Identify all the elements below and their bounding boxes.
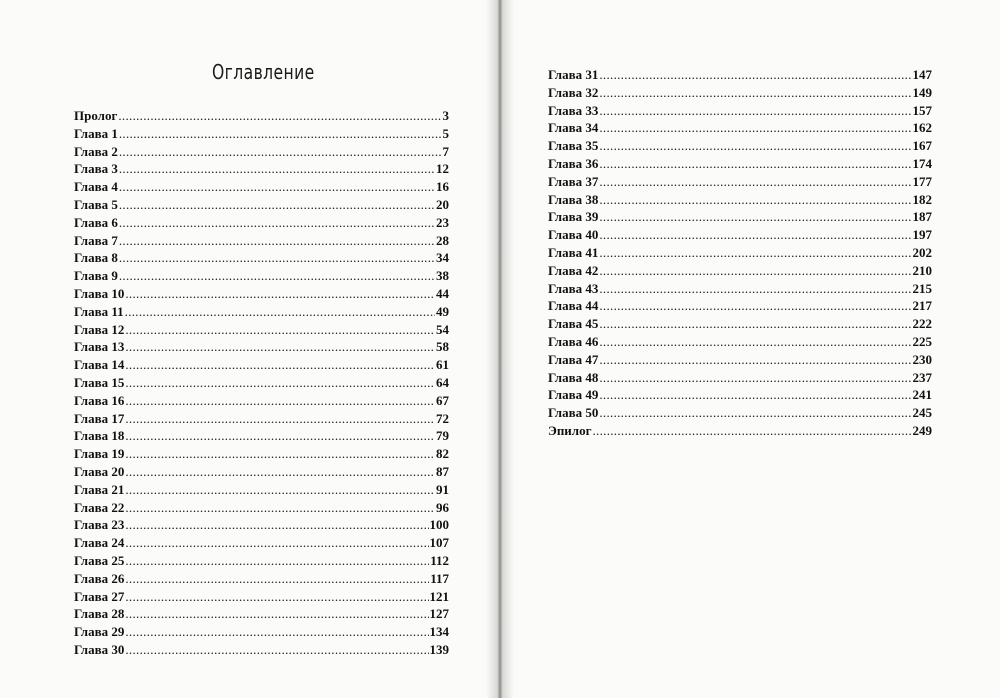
toc-leader-dots [599, 244, 911, 262]
toc-leader-dots [599, 119, 911, 137]
toc-entry-page: 16 [436, 179, 449, 195]
toc-entry-label: Глава 11 [74, 303, 124, 319]
book-gutter [486, 0, 514, 698]
toc-entry-page: 79 [436, 428, 449, 444]
toc-entry [548, 404, 932, 422]
toc-leader-dots [125, 445, 435, 463]
toc-leader-dots [125, 410, 435, 428]
toc-entry-label: Глава 22 [74, 499, 125, 515]
toc-entry [74, 143, 449, 161]
toc-entry-page: 162 [912, 120, 932, 136]
toc-list-right [548, 66, 932, 440]
toc-entry-label: Глава 31 [548, 67, 599, 82]
toc-entry-page: 96 [436, 499, 449, 515]
toc-entry-label: Пролог [74, 108, 118, 123]
toc-entry [548, 191, 932, 209]
toc-entry-page: 187 [912, 209, 932, 225]
toc-entry [548, 102, 932, 120]
toc-entry-label: Глава 15 [74, 374, 125, 390]
toc-entry-page: 38 [436, 268, 449, 284]
toc-leader-dots [125, 463, 435, 481]
toc-leader-dots [125, 552, 429, 570]
toc-entry-label: Глава 14 [74, 357, 125, 373]
toc-leader-dots [599, 173, 911, 191]
toc-entry [74, 160, 449, 178]
toc-entry-page: 182 [912, 191, 932, 207]
toc-entry [74, 338, 449, 356]
toc-leader-dots [119, 249, 435, 267]
toc-entry-label: Глава 19 [74, 446, 125, 462]
toc-entry-page: 23 [436, 214, 449, 230]
toc-entry-page: 72 [436, 410, 449, 426]
toc-entry-label: Глава 38 [548, 191, 599, 207]
toc-entry-page: 91 [436, 481, 449, 497]
toc-entry-page: 215 [912, 280, 932, 296]
toc-entry [548, 351, 932, 369]
toc-entry-label: Глава 29 [74, 624, 125, 640]
toc-entry-page: 3 [442, 108, 449, 123]
toc-entry-label: Эпилог [548, 422, 592, 438]
toc-leader-dots [599, 84, 911, 102]
toc-leader-dots [599, 208, 911, 226]
toc-entry-page: 87 [436, 463, 449, 479]
toc-entry-label: Глава 34 [548, 120, 599, 136]
toc-entry-page: 167 [912, 138, 932, 154]
toc-entry [74, 427, 449, 445]
toc-entry-label: Глава 42 [548, 262, 599, 278]
toc-entry-label: Глава 37 [548, 173, 599, 189]
toc-entry-label: Глава 25 [74, 552, 125, 568]
toc-entry-label: Глава 6 [74, 214, 118, 230]
toc-entry-page: 58 [436, 339, 449, 355]
toc-entry-label: Глава 12 [74, 321, 125, 337]
toc-entry-label: Глава 9 [74, 268, 118, 284]
toc-leader-dots [119, 125, 442, 143]
toc-entry-label: Глава 49 [548, 387, 599, 403]
right-page [504, 0, 1000, 698]
toc-entry-page: 249 [912, 422, 932, 438]
toc-entry-label: Глава 24 [74, 535, 125, 551]
toc-entry [548, 297, 932, 315]
toc-entry-label: Глава 32 [548, 84, 599, 100]
toc-entry [548, 262, 932, 280]
toc-entry-page: 112 [430, 552, 449, 568]
toc-entry [74, 534, 449, 552]
toc-entry-page: 237 [912, 369, 932, 385]
toc-entry-page: 49 [436, 303, 449, 319]
toc-entry [74, 196, 449, 214]
toc-leader-dots [125, 605, 428, 623]
toc-entry-label: Глава 39 [548, 209, 599, 225]
toc-entry-label: Глава 48 [548, 369, 599, 385]
toc-leader-dots [599, 297, 911, 315]
toc-entry-page: 107 [429, 535, 449, 551]
toc-entry-label: Глава 2 [74, 143, 118, 159]
toc-entry [74, 445, 449, 463]
toc-entry-page: 20 [436, 196, 449, 212]
toc-entry [74, 125, 449, 143]
toc-entry-page: 245 [912, 405, 932, 421]
toc-entry-label: Глава 16 [74, 392, 125, 408]
toc-entry-page: 139 [429, 641, 449, 657]
toc-leader-dots [119, 267, 435, 285]
toc-entry-label: Глава 3 [74, 161, 118, 177]
toc-entry-page: 12 [436, 161, 449, 177]
toc-entry [74, 499, 449, 517]
toc-entry [548, 137, 932, 155]
toc-leader-dots [125, 570, 429, 588]
toc-leader-dots [119, 196, 435, 214]
toc-entry [548, 386, 932, 404]
toc-entry [74, 356, 449, 374]
toc-leader-dots [125, 374, 435, 392]
toc-leader-dots [599, 226, 911, 244]
toc-entry [74, 321, 449, 339]
toc-entry-page: 149 [912, 84, 932, 100]
toc-entry-label: Глава 10 [74, 285, 125, 301]
toc-entry [74, 214, 449, 232]
toc-entry-label: Глава 28 [74, 606, 125, 622]
toc-entry-label: Глава 18 [74, 428, 125, 444]
toc-leader-dots [593, 422, 912, 440]
toc-entry-page: 230 [912, 351, 932, 367]
toc-entry-label: Глава 33 [548, 102, 599, 118]
toc-leader-dots [125, 356, 435, 374]
toc-entry-label: Глава 47 [548, 351, 599, 367]
toc-entry-label: Глава 17 [74, 410, 125, 426]
toc-entry [548, 208, 932, 226]
toc-entry [74, 623, 449, 641]
toc-leader-dots [125, 534, 428, 552]
toc-entry-label: Глава 46 [548, 333, 599, 349]
toc-entry-page: 217 [912, 298, 932, 314]
toc-list-left [74, 107, 449, 659]
toc-leader-dots [125, 641, 428, 659]
toc-entry-label: Глава 43 [548, 280, 599, 296]
toc-entry-page: 210 [912, 262, 932, 278]
toc-leader-dots [125, 499, 435, 517]
toc-leader-dots [125, 623, 428, 641]
toc-entry-page: 127 [429, 606, 449, 622]
toc-entry-label: Глава 7 [74, 232, 118, 248]
toc-leader-dots [125, 303, 435, 321]
toc-leader-dots [599, 333, 911, 351]
toc-entry-page: 117 [430, 570, 449, 586]
toc-entry [548, 333, 932, 351]
toc-leader-dots [119, 232, 435, 250]
toc-entry [74, 249, 449, 267]
toc-entry [548, 66, 932, 84]
toc-entry [548, 315, 932, 333]
toc-entry [74, 516, 449, 534]
toc-entry [74, 178, 449, 196]
toc-entry-label: Глава 36 [548, 155, 599, 171]
toc-entry [74, 267, 449, 285]
toc-entry [74, 285, 449, 303]
toc-entry-label: Глава 40 [548, 227, 599, 243]
left-page [0, 0, 496, 698]
toc-entry [548, 173, 932, 191]
toc-entry [548, 155, 932, 173]
toc-entry [74, 641, 449, 659]
toc-leader-dots [599, 386, 911, 404]
toc-entry-label: Глава 4 [74, 179, 118, 195]
toc-leader-dots [599, 315, 911, 333]
toc-entry-page: 61 [436, 357, 449, 373]
toc-leader-dots [118, 107, 441, 125]
toc-leader-dots [125, 285, 435, 303]
toc-entry-page: 134 [429, 624, 449, 640]
toc-entry-label: Глава 1 [74, 125, 118, 141]
toc-entry-label: Глава 27 [74, 588, 125, 604]
toc-leader-dots [125, 588, 428, 606]
toc-entry-label: Глава 44 [548, 298, 599, 314]
toc-entry-page: 147 [912, 67, 932, 82]
toc-entry [74, 410, 449, 428]
toc-entry-page: 34 [436, 250, 449, 266]
toc-leader-dots [125, 338, 435, 356]
toc-leader-dots [119, 143, 442, 161]
toc-entry [74, 552, 449, 570]
toc-entry [74, 463, 449, 481]
toc-entry-page: 67 [436, 392, 449, 408]
toc-leader-dots [599, 191, 911, 209]
toc-leader-dots [599, 351, 911, 369]
toc-entry-label: Глава 30 [74, 641, 125, 657]
toc-entry [548, 244, 932, 262]
toc-entry [74, 392, 449, 410]
toc-leader-dots [599, 262, 911, 280]
toc-leader-dots [119, 160, 435, 178]
toc-entry [74, 374, 449, 392]
toc-entry-page: 121 [429, 588, 449, 604]
toc-entry-label: Глава 20 [74, 463, 125, 479]
toc-leader-dots [599, 369, 911, 387]
toc-leader-dots [599, 66, 911, 84]
toc-entry-page: 5 [442, 125, 449, 141]
toc-entry-page: 82 [436, 446, 449, 462]
toc-entry-label: Глава 13 [74, 339, 125, 355]
toc-leader-dots [125, 392, 435, 410]
toc-leader-dots [599, 102, 911, 120]
toc-entry-label: Глава 35 [548, 138, 599, 154]
toc-entry-label: Глава 5 [74, 196, 118, 212]
toc-entry-page: 54 [436, 321, 449, 337]
toc-entry [548, 369, 932, 387]
toc-leader-dots [125, 427, 435, 445]
toc-leader-dots [599, 404, 911, 422]
toc-entry [74, 570, 449, 588]
toc-entry-page: 177 [912, 173, 932, 189]
toc-entry-label: Глава 21 [74, 481, 125, 497]
toc-entry-page: 225 [912, 333, 932, 349]
toc-entry-page: 157 [912, 102, 932, 118]
toc-leader-dots [599, 137, 911, 155]
toc-entry-page: 44 [436, 285, 449, 301]
toc-leader-dots [599, 155, 911, 173]
toc-entry [548, 280, 932, 298]
toc-entry [548, 84, 932, 102]
toc-entry-page: 222 [912, 316, 932, 332]
toc-entry-page: 100 [429, 517, 449, 533]
toc-entry-label: Глава 41 [548, 244, 599, 260]
toc-entry-page: 7 [442, 143, 449, 159]
toc-entry [74, 588, 449, 606]
toc-entry-label: Глава 26 [74, 570, 125, 586]
toc-leader-dots [599, 280, 911, 298]
toc-entry [74, 232, 449, 250]
toc-entry-label: Глава 23 [74, 517, 125, 533]
toc-leader-dots [125, 321, 435, 339]
toc-leader-dots [125, 516, 428, 534]
toc-entry-page: 64 [436, 374, 449, 390]
toc-entry [74, 107, 449, 125]
toc-entry-page: 197 [912, 227, 932, 243]
toc-entry-label: Глава 45 [548, 316, 599, 332]
toc-leader-dots [125, 481, 435, 499]
toc-title: Оглавление [212, 60, 315, 84]
toc-entry [74, 605, 449, 623]
toc-entry [74, 303, 449, 321]
toc-entry-label: Глава 8 [74, 250, 118, 266]
toc-leader-dots [119, 178, 435, 196]
toc-entry [548, 422, 932, 440]
toc-entry [74, 481, 449, 499]
toc-entry-page: 202 [912, 244, 932, 260]
toc-entry [548, 119, 932, 137]
toc-entry-page: 241 [912, 387, 932, 403]
toc-entry-page: 28 [436, 232, 449, 248]
toc-entry-label: Глава 50 [548, 405, 599, 421]
toc-leader-dots [119, 214, 435, 232]
toc-entry [548, 226, 932, 244]
toc-entry-page: 174 [912, 155, 932, 171]
